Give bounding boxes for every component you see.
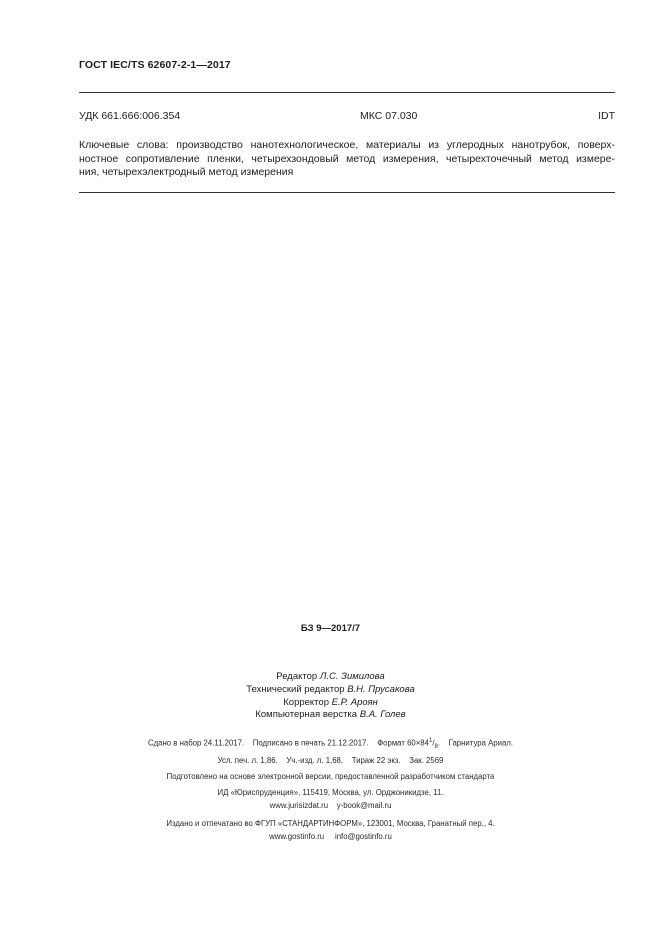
keywords-line: ния, четырехэлектродный метод измерения bbox=[79, 166, 294, 178]
classification-row bbox=[79, 110, 615, 124]
credit-line bbox=[0, 671, 661, 684]
credit-name: В.Н. Прусакова bbox=[347, 683, 415, 695]
credit-role: Корректор bbox=[283, 696, 329, 708]
standard-designation: ГОСТ IEC/TS 62607-2-1—2017 bbox=[79, 59, 231, 71]
fraction-denominator: 8 bbox=[434, 744, 438, 751]
credits-block bbox=[0, 671, 661, 722]
print-info-line: Подготовлено на основе электронной версии, предоставленной разработчиком стандарта bbox=[166, 772, 495, 782]
credit-name: Е.Р. Ароян bbox=[331, 696, 378, 708]
credit-line bbox=[0, 709, 661, 722]
bottom-rule bbox=[79, 192, 615, 193]
mks-code: МКС 07.030 bbox=[360, 110, 418, 122]
fraction-numerator: 1 bbox=[428, 738, 433, 744]
idt-marker: IDT bbox=[598, 110, 615, 122]
print-info bbox=[0, 735, 661, 783]
print-info-line: Усл. печ. л. 1,86. Уч.-изд. л. 1,68. Тираж 22 экз. Зак. 2569 bbox=[217, 756, 444, 766]
credit-role: Редактор bbox=[276, 671, 318, 682]
bz-number: БЗ 9—2017/7 bbox=[300, 623, 361, 634]
printer-info bbox=[0, 817, 661, 843]
keywords-line: Ключевые слова: производство нанотехнологическое, материалы из углеродных нанотрубок, поверх- bbox=[79, 139, 615, 151]
printer-address: Издано и отпечатано во ФГУП «СТАНДАРТИНФОРМ», 123001, Москва, Гранатный пер., 4. bbox=[166, 819, 495, 828]
credit-line bbox=[0, 684, 661, 697]
credit-role: Технический редактор bbox=[246, 683, 345, 695]
publisher-contacts: www.jurisizdat.ru y-book@mail.ru bbox=[269, 801, 392, 810]
udk-code: УДК 661.666:006.354 bbox=[79, 110, 181, 122]
keywords-paragraph bbox=[79, 139, 615, 180]
credit-role: Компьютерная верстка bbox=[255, 709, 358, 721]
print-info-line: Сдано в набор 24.11.2017. Подписано в печать 21.12.2017. Формат $60\times 84^1/_8$. Гарнитура Ариал. bbox=[147, 738, 514, 751]
printer-contacts: www.gostinfo.ru info@gostinfo.ru bbox=[269, 832, 392, 841]
publisher-address: ИД «Юриспруденция», 115419, Москва, ул. Орджоникидзе, 11. bbox=[217, 788, 444, 797]
credit-line bbox=[0, 697, 661, 710]
credit-name: В.А. Голев bbox=[359, 709, 406, 721]
top-rule bbox=[79, 92, 615, 93]
publisher-info bbox=[0, 786, 661, 812]
credit-name: Л.С. Зимилова bbox=[319, 671, 385, 682]
keywords-line: ностное сопротивление пленки, четырехзондовый метод измерения, четырехточечный метод измере- bbox=[79, 152, 615, 165]
